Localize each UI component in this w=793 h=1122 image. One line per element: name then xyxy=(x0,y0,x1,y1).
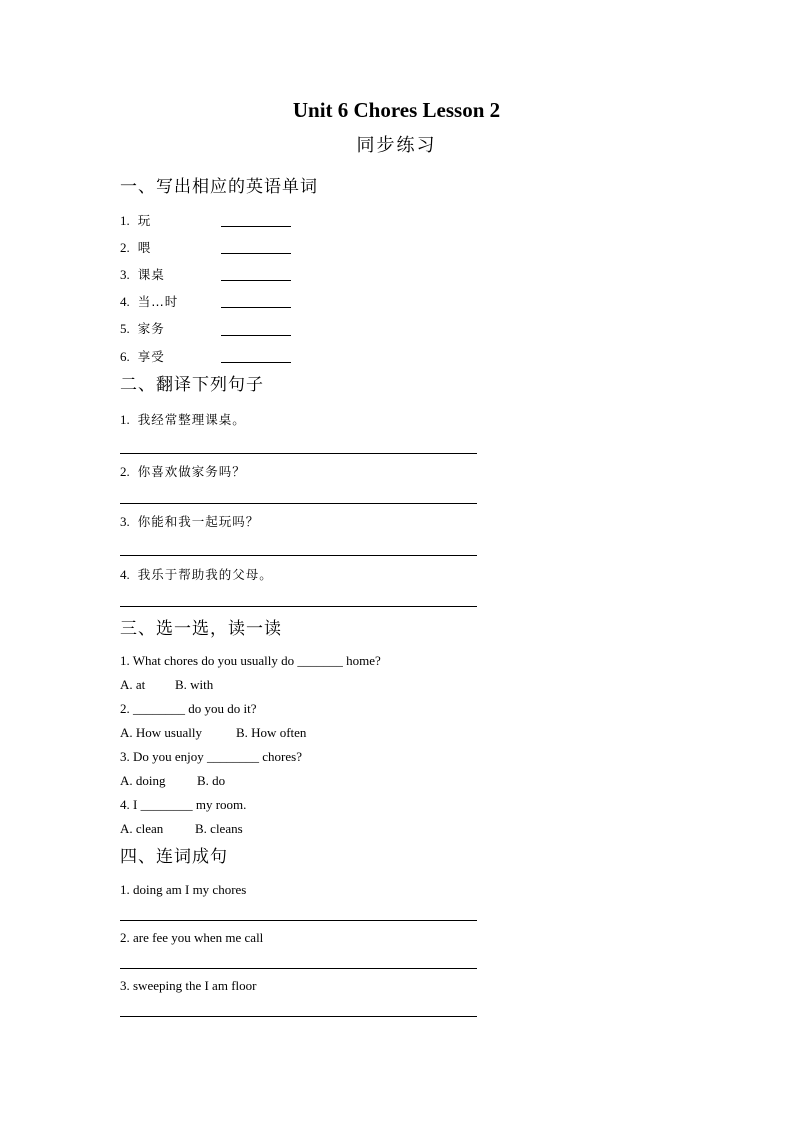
item-text: 我经常整理课桌。 xyxy=(137,412,246,427)
section-1-heading: 一、写出相应的英语单词 xyxy=(120,177,318,197)
item-text: 当…时 xyxy=(137,294,179,309)
question-1: 1. What chores do you usually do _______ home? xyxy=(120,653,381,668)
option-a[interactable]: A. clean xyxy=(120,821,164,836)
translate-item-1 xyxy=(120,411,246,429)
item-text: 喂 xyxy=(137,240,152,255)
translate-item-2 xyxy=(120,463,246,481)
item-text: 我乐于帮助我的父母。 xyxy=(137,567,273,582)
vocab-item-1 xyxy=(120,212,151,230)
item-text: 你喜欢做家务吗？ xyxy=(137,464,246,479)
page-subtitle: 同步练习 xyxy=(356,135,437,156)
options-1 xyxy=(120,677,320,693)
options-4 xyxy=(120,821,320,837)
answer-line-3[interactable] xyxy=(120,555,477,556)
item-number: 2. xyxy=(120,240,130,255)
answer-line-4[interactable] xyxy=(120,606,477,607)
item-number: 6. xyxy=(120,349,130,364)
answer-blank-5[interactable] xyxy=(221,335,291,336)
scramble-line-2[interactable] xyxy=(120,968,477,969)
vocab-item-6 xyxy=(120,348,165,366)
scramble-item-3: 3. sweeping the I am floor xyxy=(120,978,257,993)
vocab-item-3 xyxy=(120,266,165,284)
item-text: 家务 xyxy=(137,321,165,336)
options-3 xyxy=(120,773,320,789)
item-text: 玩 xyxy=(137,213,152,228)
question-3: 3. Do you enjoy ________ chores? xyxy=(120,749,302,764)
item-text: 你能和我一起玩吗？ xyxy=(137,514,260,529)
question-2: 2. ________ do you do it? xyxy=(120,701,257,716)
page-title: Unit 6 Chores Lesson 2 xyxy=(292,98,501,122)
scramble-item-2: 2. are fee you when me call xyxy=(120,930,264,945)
vocab-item-5 xyxy=(120,320,165,338)
item-text: 享受 xyxy=(137,349,165,364)
question-4: 4. I ________ my room. xyxy=(120,797,247,812)
option-b[interactable]: B. cleans xyxy=(195,821,243,836)
item-number: 4. xyxy=(120,294,130,309)
option-a[interactable]: A. How usually xyxy=(120,725,202,740)
option-a[interactable]: A. at xyxy=(120,677,146,692)
section-2-heading: 二、翻译下列句子 xyxy=(120,375,264,395)
option-b[interactable]: B. How often xyxy=(236,725,307,740)
scramble-item-1: 1. doing am I my chores xyxy=(120,882,247,897)
item-text: 课桌 xyxy=(137,267,165,282)
answer-blank-6[interactable] xyxy=(221,362,291,363)
item-number: 5. xyxy=(120,321,130,336)
item-number: 4. xyxy=(120,567,130,582)
section-4-heading: 四、连词成句 xyxy=(120,847,228,867)
option-b[interactable]: B. with xyxy=(175,677,214,692)
answer-line-1[interactable] xyxy=(120,453,477,454)
answer-blank-4[interactable] xyxy=(221,307,291,308)
answer-blank-3[interactable] xyxy=(221,280,291,281)
translate-item-4 xyxy=(120,566,273,584)
item-number: 1. xyxy=(120,213,130,228)
answer-line-2[interactable] xyxy=(120,503,477,504)
scramble-line-1[interactable] xyxy=(120,920,477,921)
item-number: 3. xyxy=(120,267,130,282)
vocab-item-4 xyxy=(120,293,178,311)
answer-blank-1[interactable] xyxy=(221,226,291,227)
scramble-line-3[interactable] xyxy=(120,1016,477,1017)
options-2 xyxy=(120,725,340,741)
vocab-item-2 xyxy=(120,239,151,257)
item-number: 1. xyxy=(120,412,130,427)
translate-item-3 xyxy=(120,513,259,531)
item-number: 2. xyxy=(120,464,130,479)
answer-blank-2[interactable] xyxy=(221,253,291,254)
option-b[interactable]: B. do xyxy=(197,773,226,788)
item-number: 3. xyxy=(120,514,130,529)
section-3-heading: 三、选一选，读一读 xyxy=(120,619,282,639)
option-a[interactable]: A. doing xyxy=(120,773,166,788)
